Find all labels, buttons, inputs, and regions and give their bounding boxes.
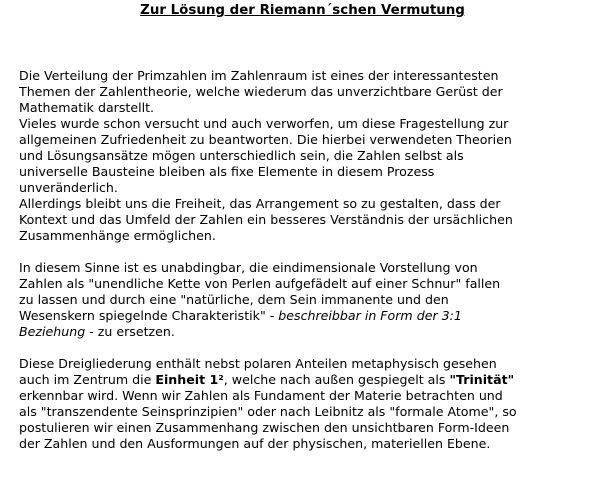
text-line [19, 132, 512, 148]
text-segment: der Zahlen und den Ausformungen auf der physischen, materiellen Ebene. [19, 436, 491, 451]
text-segment: unveränderlich. [19, 180, 118, 195]
text-segment: , welche nach außen gespiegelt als [223, 372, 450, 387]
text-line [19, 164, 434, 180]
text-line [19, 356, 497, 372]
italic-text: beschreibbar in Form der 3:1 [278, 308, 462, 323]
text-segment: postulieren wir einen Zusammenhang zwischen den unsichtbaren Form-Ideen [19, 420, 510, 435]
text-line [19, 116, 508, 132]
text-line [19, 68, 498, 84]
text-segment: universelle Bausteine bleiben als fixe Elemente in diesem Prozess [19, 164, 435, 179]
text-line [19, 180, 118, 196]
text-segment: Themen der Zahlentheorie, welche wiederum das unverzichtbare Gerüst der [19, 84, 503, 99]
text-segment: Mathematik darstellt. [19, 100, 155, 115]
text-segment: zu lassen und durch eine "natürliche, dem Sein immanente und den [19, 292, 449, 307]
document-title: Zur Lösung der Riemann´schen Vermutung [140, 3, 465, 18]
text-segment: und Lösungsansätze mögen unterschiedlich sein, die Zahlen selbst als [19, 148, 464, 163]
text-line [19, 372, 514, 388]
text-segment: erkennbar wird. Wenn wir Zahlen als Fundament der Materie betrachten und [19, 388, 503, 403]
text-line [19, 420, 509, 436]
text-line [19, 84, 503, 100]
text-segment: allgemeinen Zufriedenheit zu beantworten. Die hierbei verwendeten Theorien [19, 132, 512, 147]
italic-text: Beziehung [19, 324, 86, 339]
bold-text: Einheit 1² [155, 372, 224, 387]
text-line [19, 308, 462, 324]
text-segment: Zusammenhänge ermöglichen. [19, 228, 216, 243]
text-line [19, 100, 154, 116]
text-segment: Wesenskern spiegelnde Charakteristik" - [19, 308, 279, 323]
text-segment: auch im Zentrum die [19, 372, 156, 387]
text-line [19, 436, 490, 452]
text-segment: Diese Dreigliederung enthält nebst polaren Anteilen metaphysisch gesehen [19, 356, 497, 371]
text-line [19, 324, 175, 340]
text-line [19, 148, 464, 164]
text-segment: als "transzendente Seinsprinzipien" oder nach Leibnitz als "formale Atome", so [19, 404, 517, 419]
text-segment: Kontext und das Umfeld der Zahlen ein besseres Verständnis der ursächlichen [19, 212, 513, 227]
text-segment: Allerdings bleibt uns die Freiheit, das Arrangement so zu gestalten, dass der [19, 196, 501, 211]
bold-text: "Trinität" [449, 372, 515, 387]
text-line [19, 404, 517, 420]
text-line [19, 212, 513, 228]
text-line [19, 260, 478, 276]
text-segment: Zahlen als "unendliche Kette von Perlen aufgefädelt auf einer Schnur" fallen [19, 276, 501, 291]
text-segment: In diesem Sinne ist es unabdingbar, die eindimensionale Vorstellung von [19, 260, 478, 275]
text-segment: - zu ersetzen. [85, 324, 175, 339]
text-line [19, 196, 501, 212]
text-line [19, 292, 449, 308]
text-line [19, 228, 216, 244]
text-line [19, 388, 503, 404]
text-segment: Vieles wurde schon versucht und auch verworfen, um diese Fragestellung zur [19, 116, 509, 131]
text-segment: Die Verteilung der Primzahlen im Zahlenraum ist eines der interessantesten [19, 68, 499, 83]
text-line [19, 276, 500, 292]
